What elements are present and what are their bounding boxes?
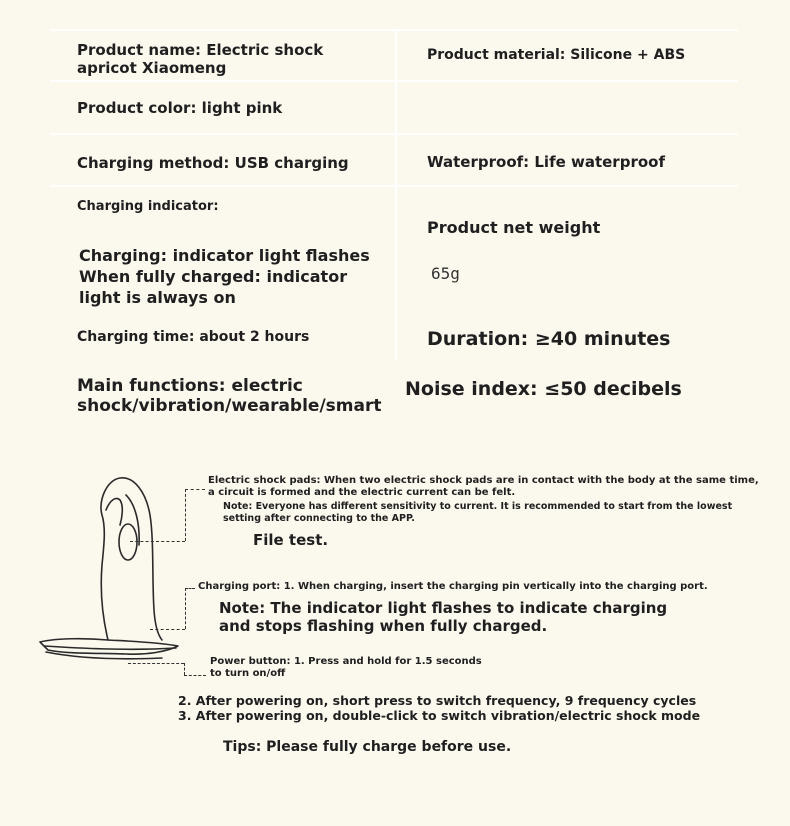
power-button-leader [128, 663, 184, 664]
table-line [50, 133, 738, 135]
shock-pads-leader [130, 541, 185, 542]
shock-pads-leader [185, 489, 205, 490]
charging-indicator-detail: Charging: indicator light flashes When fully charged: indicator light is always on [79, 246, 370, 307]
duration: Duration: ≥40 minutes [427, 328, 671, 350]
product-material: Product material: Silicone + ABS [427, 47, 686, 63]
table-divider [395, 29, 397, 361]
charging-port-leader [150, 629, 185, 630]
table-line [50, 185, 738, 187]
waterproof: Waterproof: Life waterproof [427, 153, 665, 171]
table-line [50, 80, 738, 82]
product-color: Product color: light pink [77, 99, 283, 117]
tips-text: Tips: Please fully charge before use. [223, 739, 512, 755]
charging-port-leader [185, 588, 186, 629]
table-line [50, 29, 738, 31]
charging-method: Charging method: USB charging [77, 154, 349, 172]
file-test-text: File test. [253, 531, 329, 549]
charging-indicator-label: Charging indicator: [77, 199, 219, 214]
power-button-leader [184, 663, 185, 675]
shock-pads-text: Electric shock pads: When two electric shock pads are in contact with the body at the same time, a circuit is formed and the electric current can be felt. [208, 475, 759, 498]
noise-index: Noise index: ≤50 decibels [405, 378, 682, 400]
power-button-text: Power button: 1. Press and hold for 1.5 seconds to turn on/off [210, 656, 482, 679]
main-functions: Main functions: electric shock/vibration/wearable/smart [77, 376, 382, 416]
charging-port-text: Charging port: 1. When charging, insert the charging pin vertically into the charging port. [198, 581, 708, 592]
power-after-text: 2. After powering on, short press to switch frequency, 9 frequency cycles 3. After powering on, double-click to switch vibration/electric shock mode [178, 693, 701, 723]
shock-pads-leader [185, 489, 186, 541]
product-name: Product name: Electric shock apricot Xiaomeng [77, 41, 324, 77]
net-weight-label: Product net weight [427, 218, 601, 237]
charging-time: Charging time: about 2 hours [77, 329, 310, 345]
charging-port-leader [185, 588, 195, 589]
indicator-note-text: Note: The indicator light flashes to indicate charging and stops flashing when fully charged. [219, 599, 668, 635]
net-weight-value: 65g [431, 264, 460, 283]
power-button-leader [184, 675, 206, 676]
shock-pads-note: Note: Everyone has different sensitivity to current. It is recommended to start from the lowest setting after connecting to the APP. [223, 501, 733, 524]
product-outline-illustration [36, 470, 196, 670]
